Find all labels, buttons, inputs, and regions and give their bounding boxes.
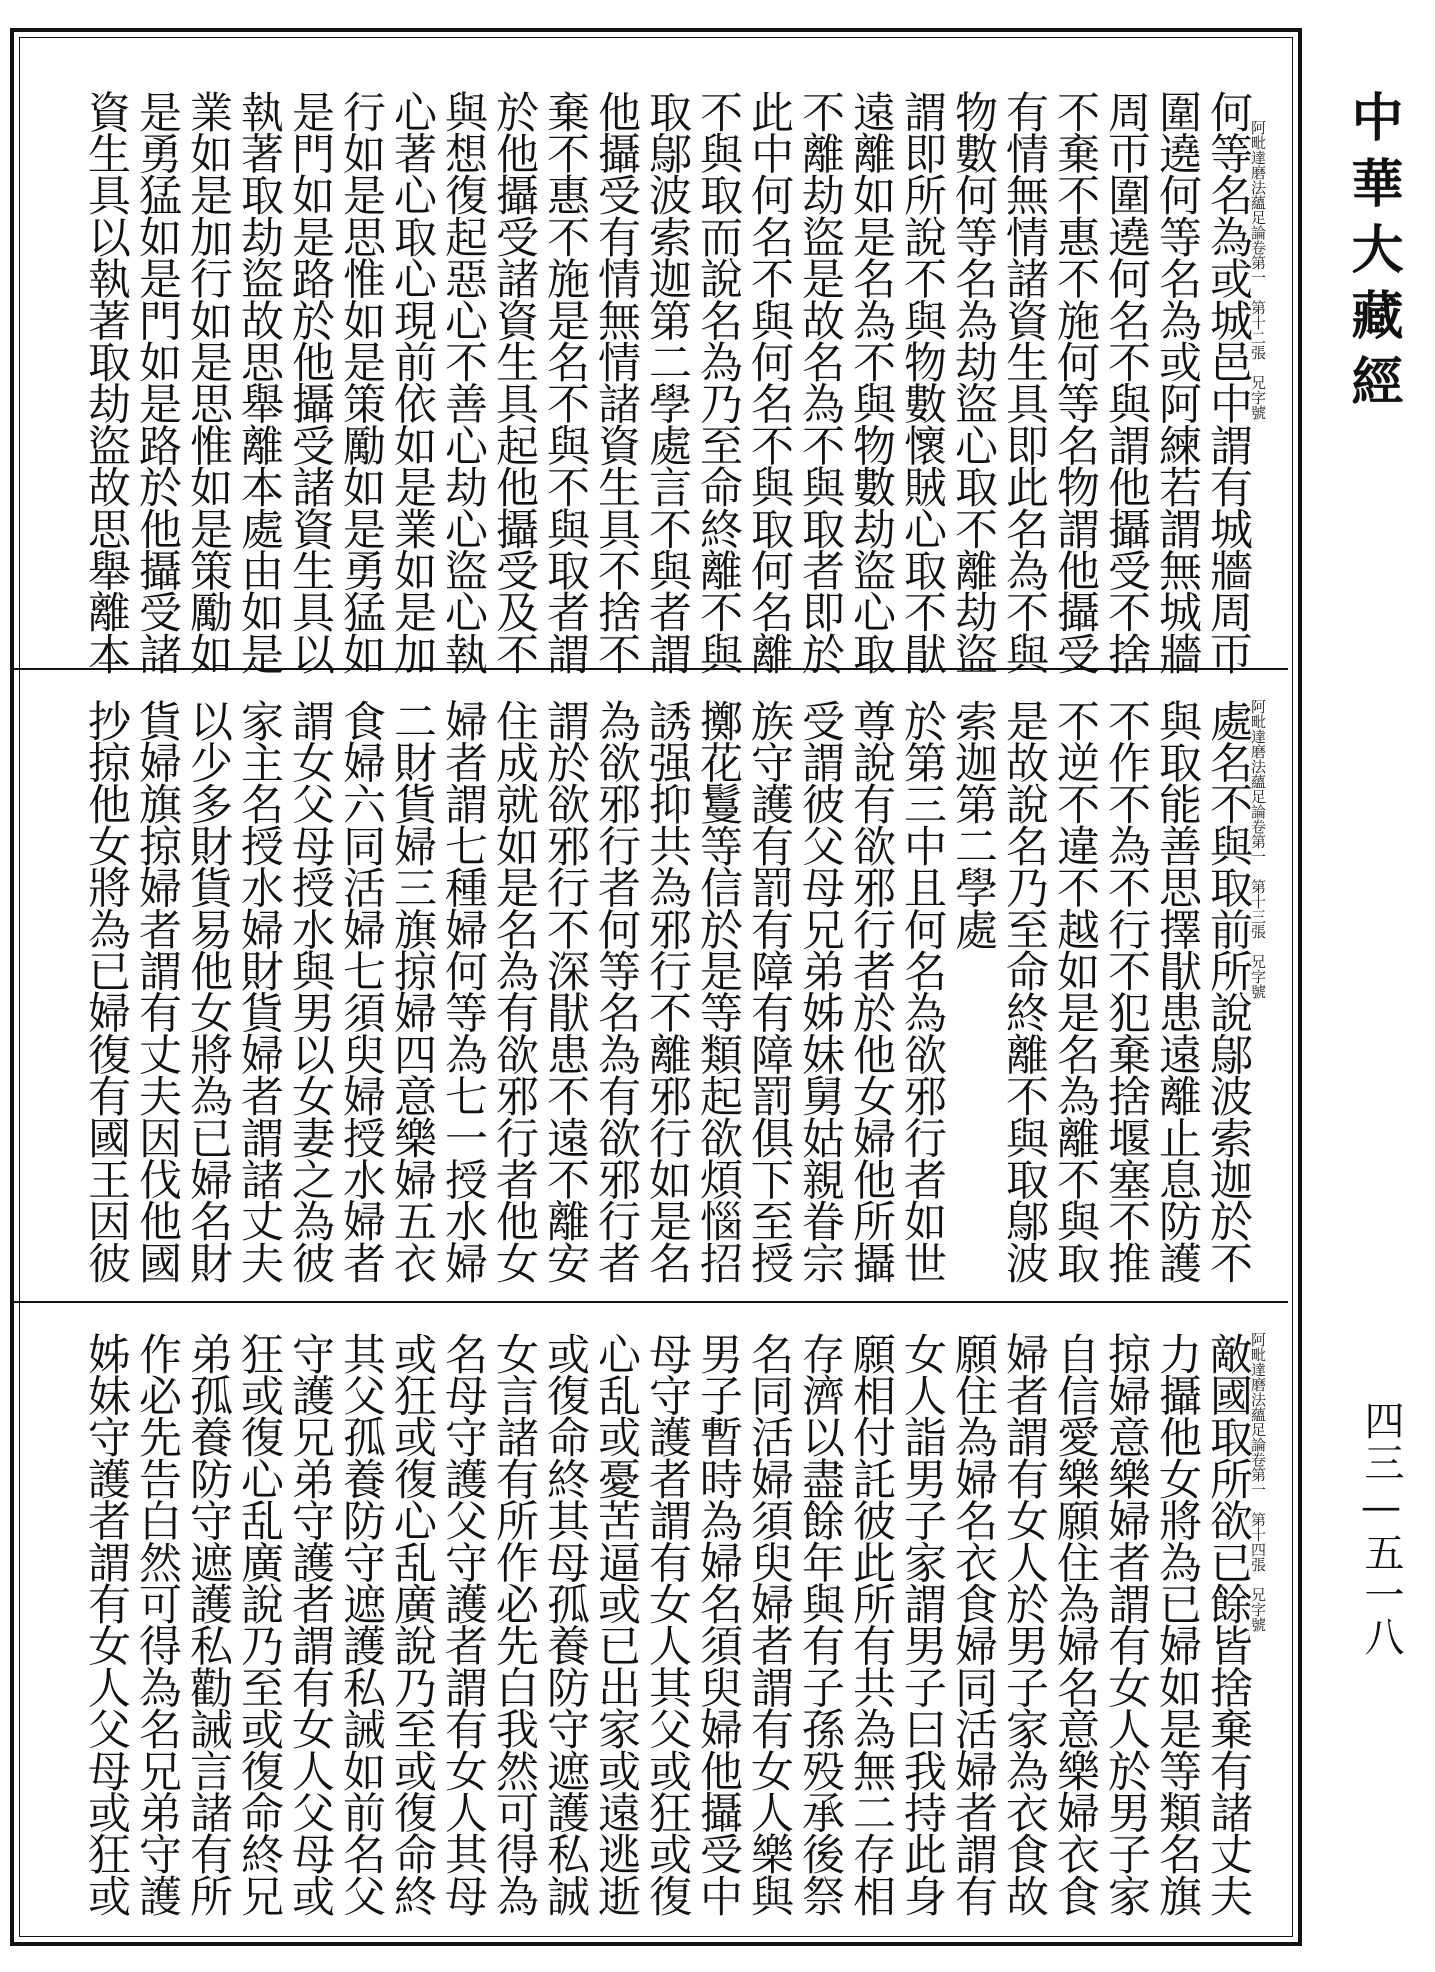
text-column: 索迦第二學處 xyxy=(948,699,998,950)
text-column: 於第三中且何名為欲邪行者如世 xyxy=(897,699,947,1283)
text-band-3 xyxy=(14,1306,1288,1942)
text-column: 願相付託彼此所有共為無二存相 xyxy=(846,1332,896,1916)
text-column: 作必先告白然可得為名兄弟守護 xyxy=(132,1332,182,1916)
text-column: 心乱或憂苦逼或已出家或遠逃逝 xyxy=(591,1332,641,1916)
text-band-1 xyxy=(14,34,1288,674)
text-column: 男子暫時為婦名須臾婦他攝受中 xyxy=(693,1332,743,1916)
text-column: 名母守護父守護者謂有女人其母 xyxy=(438,1332,488,1916)
collection-title: 中華大藏經 xyxy=(1342,90,1403,420)
text-column: 何等名為或城邑中謂有城牆周帀 xyxy=(1203,90,1253,674)
text-column: 遠離如是名為不與物數劫盜心取 xyxy=(846,90,896,674)
text-column: 家主名授水婦財貨婦者謂諸丈夫 xyxy=(234,699,284,1283)
text-column: 處名不與取前所說鄔波索迦於不 xyxy=(1203,699,1253,1283)
text-column: 力攝他女將為已婦如是等類名旗 xyxy=(1152,1332,1202,1916)
text-column: 或狂或復心乱廣說乃至或復命終 xyxy=(387,1332,437,1916)
text-column: 周帀圍遶何名不與謂他攝受不捨 xyxy=(1101,90,1151,674)
text-column: 謂女父母授水與男以女妻之為彼 xyxy=(285,699,335,1283)
text-column: 不逆不違不越如是名為離不與取 xyxy=(1050,699,1100,1283)
text-column: 受謂彼父母兄弟姊妹舅姑親眷宗 xyxy=(795,699,845,1283)
text-column: 執著取劫盜故思舉離本處由如是 xyxy=(234,90,284,674)
text-column: 掠婦意樂婦者謂有女人於男子家 xyxy=(1101,1332,1151,1916)
text-column: 棄不惠不施是名不與不與取者謂 xyxy=(540,90,590,674)
text-column: 女人詣男子家謂男子曰我持此身 xyxy=(897,1332,947,1916)
text-column: 為欲邪行者何等名為有欲邪行者 xyxy=(591,699,641,1283)
text-column: 不離劫盜是故名為不與取者即於 xyxy=(795,90,845,674)
text-column: 是勇猛如是門如是路於他攝受諸 xyxy=(132,90,182,674)
text-column: 弟孤養防守遮護私勸誡言諸有所 xyxy=(183,1332,233,1916)
text-column: 以少多財貨易他女將為已婦名財 xyxy=(183,699,233,1283)
text-column: 是門如是路於他攝受諸資生具以 xyxy=(285,90,335,674)
text-column: 住成就如是名為有欲邪行者他女 xyxy=(489,699,539,1283)
text-column: 謂於欲邪行不深猒患不遠不離安 xyxy=(540,699,590,1283)
text-column: 尊說有欲邪行者於他女婦他所攝 xyxy=(846,699,896,1283)
text-column: 存濟以盡餘年與有子孫殁承後祭 xyxy=(795,1332,845,1916)
text-column: 是故說名乃至命終離不與取鄔波 xyxy=(999,699,1049,1283)
text-column: 敵國取所欲已餘皆捨棄有諸丈夫 xyxy=(1203,1332,1253,1916)
text-column: 誘强抑共為邪行不離邪行如是名 xyxy=(642,699,692,1283)
text-column: 婦者謂七種婦何等為七一授水婦 xyxy=(438,699,488,1283)
text-column: 姊妹守護者謂有女人父母或狂或 xyxy=(81,1332,131,1916)
page-number: 四三—五一八 xyxy=(1358,1400,1404,1658)
text-column: 心著心取心現前依如是業如是加 xyxy=(387,90,437,674)
colophon: 阿毗達磨法蘊足論卷第一 第十三張 兄字號 xyxy=(1249,699,1267,999)
text-column: 擲花鬘等信於是等類起欲煩惱招 xyxy=(693,699,743,1283)
text-column: 謂即所說不與物數懷賊心取不猒 xyxy=(897,90,947,674)
text-column: 業如是加行如是思惟如是策勵如 xyxy=(183,90,233,674)
text-column: 抄掠他女將為已婦復有國王因彼 xyxy=(81,699,131,1283)
text-column: 行如是思惟如是策勵如是勇猛如 xyxy=(336,90,386,674)
text-column: 與想復起惡心不善心劫心盜心執 xyxy=(438,90,488,674)
text-column: 圍遶何等名為或阿練若謂無城牆 xyxy=(1152,90,1202,674)
text-column: 不作不為不行不犯棄捨堰塞不推 xyxy=(1101,699,1151,1283)
text-column: 狂或復心乱廣說乃至或復命終兄 xyxy=(234,1332,284,1916)
text-column: 婦者謂有女人於男子家為衣食故 xyxy=(999,1332,1049,1916)
text-column: 物數何等名為劫盜心取不離劫盜 xyxy=(948,90,998,674)
text-column: 與取能善思擇猒患遠離止息防護 xyxy=(1152,699,1202,1283)
text-column: 自信愛樂願住為婦名意樂婦衣食 xyxy=(1050,1332,1100,1916)
text-column: 守護兄弟守護者謂有女人父母或 xyxy=(285,1332,335,1916)
text-band-2 xyxy=(14,673,1288,1303)
text-column: 二財貨婦三旗掠婦四意樂婦五衣 xyxy=(387,699,437,1283)
text-column: 母守護者謂有女人其父或狂或復 xyxy=(642,1332,692,1916)
text-column: 於他攝受諸資生具起他攝受及不 xyxy=(489,90,539,674)
text-column: 他攝受有情無情諸資生具不捨不 xyxy=(591,90,641,674)
text-column: 不與取而說名為乃至命終離不與 xyxy=(693,90,743,674)
text-column: 族守護有罰有障有障罰俱下至授 xyxy=(744,699,794,1283)
text-column: 此中何名不與何名不與取何名離 xyxy=(744,90,794,674)
text-column: 不棄不惠不施何等名物謂他攝受 xyxy=(1050,90,1100,674)
text-column: 有情無情諸資生具即此名為不與 xyxy=(999,90,1049,674)
text-column: 其父孤養防守遮護私誡如前名父 xyxy=(336,1332,386,1916)
text-column: 資生具以執著取劫盜故思舉離本 xyxy=(81,90,131,674)
text-column: 願住為婦名衣食婦同活婦者謂有 xyxy=(948,1332,998,1916)
text-column: 女言諸有所作必先白我然可得為 xyxy=(489,1332,539,1916)
text-column: 食婦六同活婦七須臾婦授水婦者 xyxy=(336,699,386,1283)
colophon: 阿毗達磨法蘊足論卷第一 第十四張 兄字號 xyxy=(1249,1332,1267,1632)
text-column: 貨婦旗掠婦者謂有丈夫因伐他國 xyxy=(132,699,182,1283)
text-column: 或復命終其母孤養防守遮護私誠 xyxy=(540,1332,590,1916)
text-column: 名同活婦須臾婦者謂有女人樂與 xyxy=(744,1332,794,1916)
colophon: 阿毗達磨法蘊足論卷第一 第十二張 兄字號 xyxy=(1249,120,1267,420)
text-column: 取鄔波索迦第二學處言不與者謂 xyxy=(642,90,692,674)
